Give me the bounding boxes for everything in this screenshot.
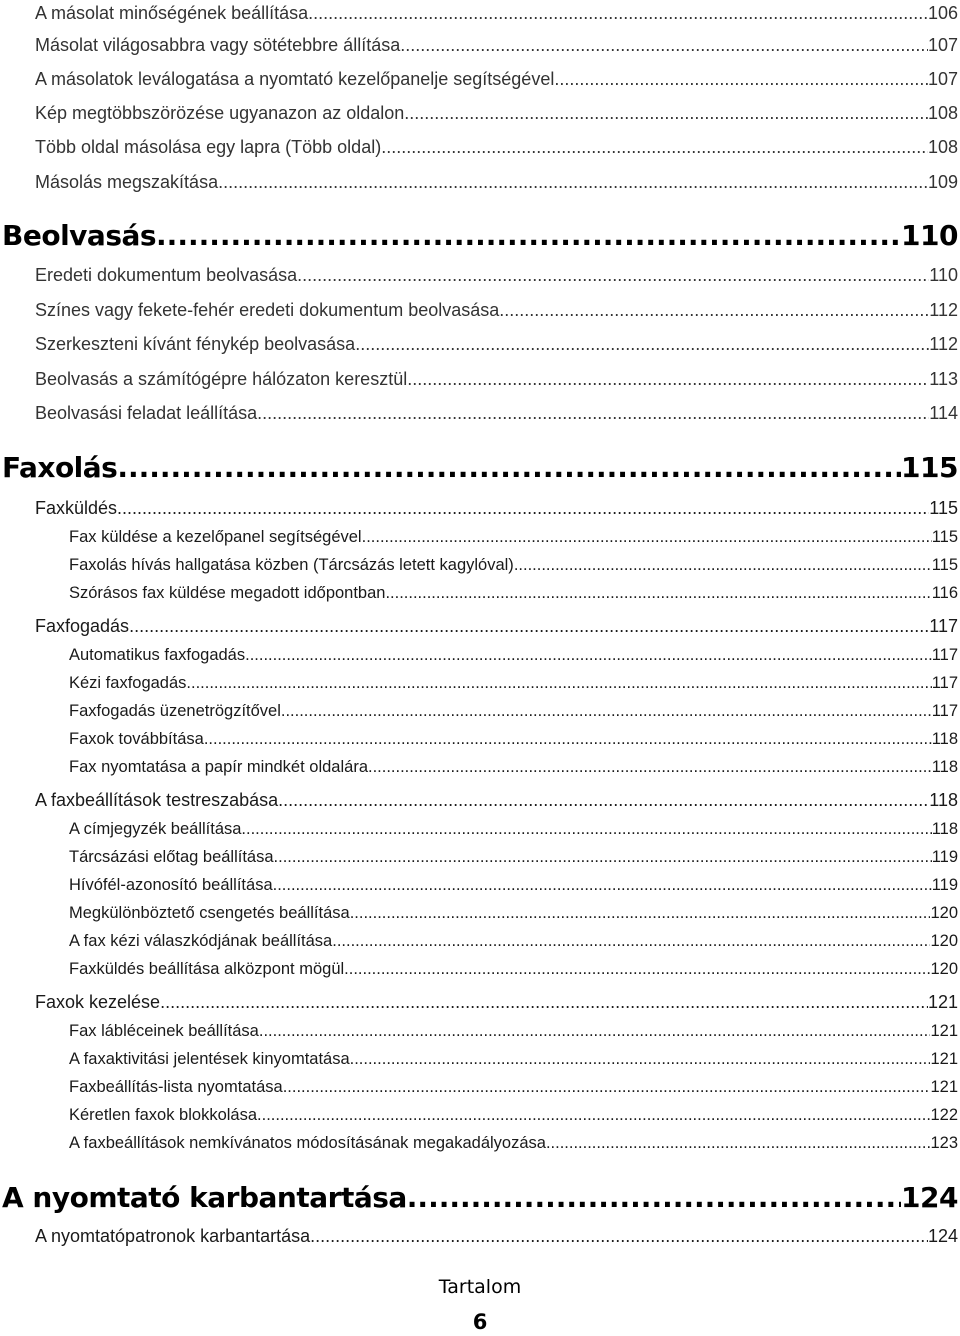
toc-subentry-title: Fax lábléceinek beállítása: [69, 1022, 259, 1040]
toc-entry-title: Színes vagy fekete-fehér eredeti dokumentum beolvasása: [35, 300, 500, 320]
toc-subentry[interactable]: [69, 756, 958, 778]
toc-subentry-page: 119: [931, 876, 958, 894]
toc-chapter[interactable]: [2, 450, 958, 486]
toc-leader-dots: [156, 218, 901, 254]
toc-subentry-page: 116: [931, 584, 958, 602]
toc-leader-dots: [546, 1132, 931, 1154]
toc-chapter-page: 110: [901, 219, 958, 252]
toc-entry-title: Másolat világosabbra vagy sötétebbre állítása: [35, 35, 401, 55]
toc-subentry-page: 120: [930, 904, 958, 922]
toc-leader-dots: [297, 263, 929, 287]
toc-leader-dots: [245, 644, 932, 666]
footer-section-title: Tartalom: [438, 1276, 522, 1298]
toc-leader-dots: [257, 1104, 930, 1126]
toc-subentry-title: Faxbeállítás-lista nyomtatása: [69, 1078, 283, 1096]
toc-leader-dots: [381, 135, 928, 159]
toc-leader-dots: [117, 496, 929, 520]
toc-subentry-title: A fax kézi válaszkódjának beállítása: [69, 932, 333, 950]
toc-subentry-title: Kéretlen faxok blokkolása: [69, 1106, 258, 1124]
toc-leader-dots: [344, 958, 930, 980]
toc-entry-title: Szerkeszteni kívánt fénykép beolvasása: [35, 334, 356, 354]
toc-subentry-title: A címjegyzék beállítása: [69, 820, 242, 838]
toc-leader-dots: [129, 614, 929, 638]
toc-subentry[interactable]: [69, 958, 958, 980]
toc-subentry-title: Faxok továbbítása: [69, 730, 204, 748]
toc-leader-dots: [350, 1048, 931, 1070]
toc-chapter-title: Faxolás: [2, 451, 118, 484]
toc-entry-page: 107: [927, 69, 958, 89]
toc-subentry-page: 118: [931, 820, 958, 838]
toc-leader-dots: [514, 554, 932, 576]
toc-subentry[interactable]: [69, 930, 958, 952]
toc-leader-dots: [407, 367, 929, 391]
toc-entry[interactable]: [35, 367, 958, 391]
toc-subentry-title: Hívófél-azonosító beállítása: [69, 876, 273, 894]
toc-subentry[interactable]: [69, 526, 958, 548]
toc-entry-title: Másolás megszakítása: [35, 172, 219, 192]
toc-subentry[interactable]: [69, 1104, 958, 1126]
toc-entry-page: 106: [927, 3, 958, 23]
toc-entry-title: Faxok kezelése: [35, 992, 161, 1012]
toc-subentry-page: 121: [930, 1078, 958, 1096]
toc-subentry-title: Fax küldése a kezelőpanel segítségével: [69, 528, 362, 546]
toc-leader-dots: [332, 930, 930, 952]
toc-subentry-page: 120: [930, 960, 958, 978]
toc-chapter-title: A nyomtató karbantartása: [2, 1181, 407, 1214]
toc-leader-dots: [283, 1076, 931, 1098]
toc-entry[interactable]: [35, 101, 958, 125]
toc-subentry[interactable]: [69, 672, 958, 694]
toc-subentry[interactable]: [69, 1076, 958, 1098]
toc-entry-page: 108: [927, 103, 958, 123]
toc-entry[interactable]: [35, 1224, 958, 1248]
toc-subentry-page: 118: [931, 730, 958, 748]
toc-entry-page: 109: [927, 172, 958, 192]
toc-leader-dots: [273, 874, 932, 896]
toc-leader-dots: [274, 846, 932, 868]
toc-entry-title: Faxfogadás: [35, 616, 130, 636]
toc-entry[interactable]: [35, 614, 958, 638]
toc-subentry-page: 118: [931, 758, 958, 776]
toc-subentry-page: 117: [931, 702, 958, 720]
toc-entry-page: 112: [929, 300, 958, 320]
toc-subentry-title: Faxolás hívás hallgatása közben (Tárcsázás letett kagylóval): [69, 556, 514, 574]
toc-subentry[interactable]: [69, 818, 958, 840]
toc-entry-page: 121: [927, 992, 958, 1012]
toc-entry-page: 113: [929, 369, 958, 389]
toc-entry[interactable]: [35, 298, 958, 322]
toc-subentry-title: A faxaktivitási jelentések kinyomtatása: [69, 1050, 350, 1068]
toc-subentry-page: 117: [931, 674, 958, 692]
toc-leader-dots: [310, 1224, 928, 1248]
toc-entry-page: 118: [929, 790, 958, 810]
toc-entry-page: 112: [929, 334, 958, 354]
toc-subentry-title: Faxküldés beállítása alközpont mögül: [69, 960, 345, 978]
toc-leader-dots: [385, 582, 931, 604]
toc-entry[interactable]: [35, 170, 958, 194]
toc-entry[interactable]: [35, 990, 958, 1014]
toc-subentry-title: Tárcsázási előtag beállítása: [69, 848, 274, 866]
toc-entry-title: A másolat minőségének beállítása: [35, 3, 309, 23]
toc-entry[interactable]: [35, 263, 958, 287]
toc-entry[interactable]: [35, 401, 958, 425]
toc-entry-page: 107: [927, 35, 958, 55]
toc-subentry[interactable]: [69, 846, 958, 868]
toc-chapter-page: 115: [901, 451, 958, 484]
toc-entry-page: 110: [929, 265, 958, 285]
toc-entry-title: Eredeti dokumentum beolvasása: [35, 265, 298, 285]
toc-leader-dots: [241, 818, 931, 840]
toc-subentry-page: 120: [930, 932, 958, 950]
toc-chapter[interactable]: [2, 218, 958, 254]
toc-subentry-page: 119: [931, 848, 958, 866]
toc-leader-dots: [362, 526, 932, 548]
toc-leader-dots: [407, 1180, 901, 1216]
toc-leader-dots: [257, 401, 929, 425]
toc-subentry[interactable]: [69, 700, 958, 722]
toc-subentry[interactable]: [69, 1132, 958, 1154]
toc-subentry[interactable]: [69, 554, 958, 576]
toc-entry-page: 108: [927, 137, 958, 157]
footer-page-number: 6: [472, 1310, 488, 1334]
toc-subentry[interactable]: [69, 582, 958, 604]
toc-leader-dots: [259, 1020, 931, 1042]
toc-leader-dots: [368, 756, 932, 778]
toc-chapter-title: Beolvasás: [2, 219, 157, 252]
toc-entry-title: A másolatok leválogatása a nyomtató kezelőpanelje segítségével: [35, 69, 555, 89]
toc-leader-dots: [400, 33, 928, 57]
toc-subentry[interactable]: [69, 902, 958, 924]
toc-entry-title: Kép megtöbbszörözése ugyanazon az oldalon: [35, 103, 405, 123]
toc-subentry-title: Megkülönböztető csengetés beállítása: [69, 904, 350, 922]
toc-entry[interactable]: [35, 135, 958, 159]
toc-subentry[interactable]: [69, 1048, 958, 1070]
toc-entry-title: Több oldal másolása egy lapra (Több oldal): [35, 137, 382, 157]
toc-leader-dots: [350, 902, 931, 924]
toc-entry-title: Beolvasási feladat leállítása: [35, 403, 258, 423]
toc-subentry[interactable]: [69, 1020, 958, 1042]
toc-leader-dots: [499, 298, 929, 322]
toc-leader-dots: [117, 450, 901, 486]
toc-subentry[interactable]: [69, 874, 958, 896]
toc-subentry[interactable]: [69, 728, 958, 750]
toc-subentry-title: A faxbeállítások nemkívánatos módosításának megakadályozása: [69, 1134, 546, 1152]
toc-leader-dots: [218, 170, 928, 194]
toc-leader-dots: [186, 672, 931, 694]
toc-leader-dots: [204, 728, 932, 750]
toc-entry[interactable]: [35, 332, 958, 356]
toc-entry-title: A faxbeállítások testreszabása: [35, 790, 279, 810]
toc-entry[interactable]: [35, 67, 958, 91]
toc-entry-page: 115: [929, 498, 958, 518]
toc-subentry-title: Faxfogadás üzenetrögzítővel: [69, 702, 281, 720]
toc-leader-dots: [278, 788, 929, 812]
toc-leader-dots: [281, 700, 932, 722]
toc-subentry-page: 115: [931, 556, 958, 574]
toc-subentry-page: 117: [931, 646, 958, 664]
toc-leader-dots: [355, 332, 929, 356]
toc-chapter[interactable]: [2, 1180, 958, 1216]
toc-entry-title: A nyomtatópatronok karbantartása: [35, 1226, 311, 1246]
toc-subentry-page: 121: [930, 1022, 958, 1040]
toc-leader-dots: [308, 1, 928, 25]
toc-entry-title: Beolvasás a számítógépre hálózaton keresztül: [35, 369, 408, 389]
toc-entry[interactable]: [35, 496, 958, 520]
toc-leader-dots: [160, 990, 928, 1014]
toc-entry[interactable]: [35, 788, 958, 812]
toc-entry[interactable]: [35, 33, 958, 57]
toc-subentry[interactable]: [69, 644, 958, 666]
toc-subentry-page: 122: [930, 1106, 958, 1124]
toc-entry-title: Faxküldés: [35, 498, 118, 518]
toc-subentry-title: Kézi faxfogadás: [69, 674, 187, 692]
toc-subentry-page: 121: [930, 1050, 958, 1068]
toc-leader-dots: [554, 67, 928, 91]
toc-subentry-title: Fax nyomtatása a papír mindkét oldalára: [69, 758, 368, 776]
toc-entry-page: 124: [927, 1226, 958, 1246]
toc-subentry-page: 115: [931, 528, 958, 546]
toc-entry-page: 117: [929, 616, 958, 636]
toc-subentry-page: 123: [930, 1134, 958, 1152]
toc-entry-page: 114: [929, 403, 958, 423]
toc-leader-dots: [404, 101, 928, 125]
toc-subentry-title: Szórásos fax küldése megadott időpontban: [69, 584, 386, 602]
toc-entry[interactable]: [35, 1, 958, 25]
toc-chapter-page: 124: [901, 1181, 958, 1214]
toc-subentry-title: Automatikus faxfogadás: [69, 646, 246, 664]
